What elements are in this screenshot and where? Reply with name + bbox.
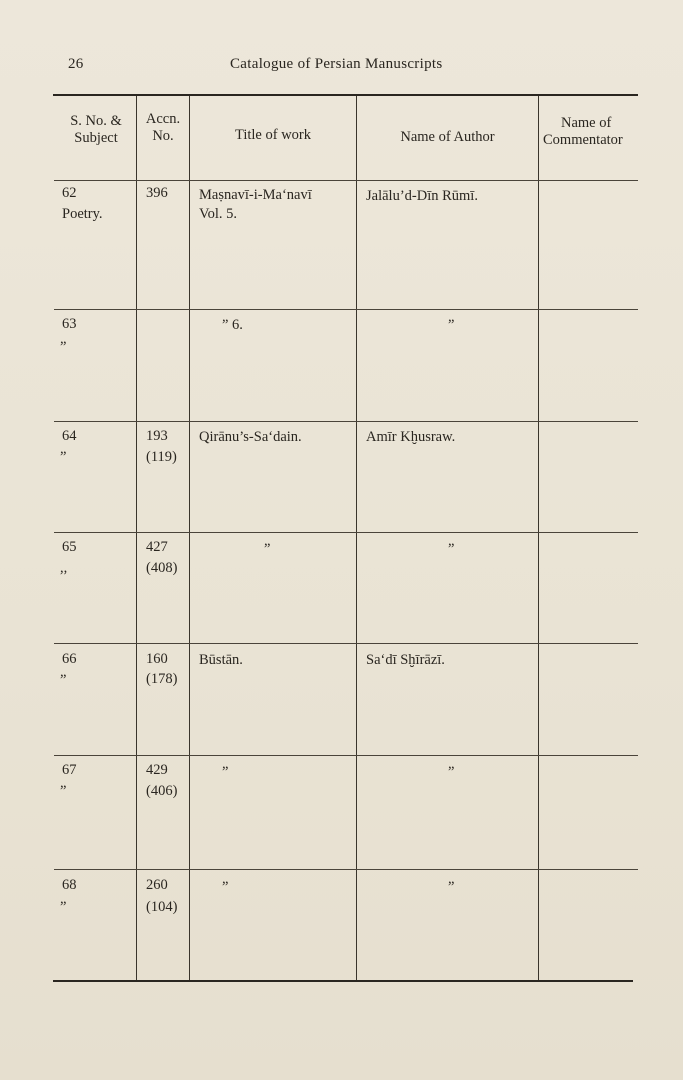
cell-title: Maṣnavī-i-Ma‘navī xyxy=(199,187,312,203)
column-divider xyxy=(136,96,137,980)
row-separator xyxy=(54,309,638,310)
cell-sno: 68 xyxy=(62,877,77,893)
cell-subject: ” xyxy=(60,899,67,915)
row-separator xyxy=(54,755,638,756)
cell-author: ” xyxy=(448,541,455,557)
cell-title: ” xyxy=(264,541,271,557)
header-name-of-commentator: Name of Commentator xyxy=(543,115,623,148)
cell-title: ” xyxy=(222,879,229,895)
page-number: 26 xyxy=(68,56,84,72)
cell-accn-old: (119) xyxy=(146,449,177,465)
cell-sno: 63 xyxy=(62,316,77,332)
cell-subject: Poetry. xyxy=(62,206,103,222)
column-divider xyxy=(538,96,539,980)
running-title: Catalogue of Persian Manuscripts xyxy=(230,56,443,72)
cell-author: ” xyxy=(448,317,455,333)
cell-author: Jalālu’d-Dīn Rūmī. xyxy=(366,188,478,204)
cell-author: Sa‘dī Sḫīrāzī. xyxy=(366,652,445,668)
cell-title: ” xyxy=(222,764,229,780)
cell-accn: 427 xyxy=(146,539,168,555)
row-separator xyxy=(54,421,638,422)
row-separator xyxy=(54,643,638,644)
row-separator xyxy=(54,180,638,181)
row-separator xyxy=(54,869,638,870)
cell-accn: 260 xyxy=(146,877,168,893)
row-separator xyxy=(54,532,638,533)
cell-author: Amīr Kḫusraw. xyxy=(366,429,456,445)
cell-subject: ,, xyxy=(60,560,68,576)
cell-accn: 429 xyxy=(146,762,168,778)
cell-sno: 66 xyxy=(62,651,77,667)
header-name-of-author: Name of Author xyxy=(400,129,495,145)
cell-accn: 193 xyxy=(146,428,168,444)
cell-accn: 396 xyxy=(146,185,168,201)
header-accn-no: Accn. No. xyxy=(145,111,181,144)
cell-subject: ” xyxy=(60,672,67,688)
cell-subject: ” xyxy=(60,449,67,465)
cell-author: ” xyxy=(448,764,455,780)
cell-title-line2: Vol. 5. xyxy=(199,206,238,222)
cell-sno: 62 xyxy=(62,185,77,201)
column-divider xyxy=(356,96,357,980)
cell-sno: 64 xyxy=(62,428,77,444)
cell-accn-old: (178) xyxy=(146,671,178,687)
cell-sno: 67 xyxy=(62,762,77,778)
cell-accn-old: (406) xyxy=(146,783,178,799)
header-sno-subject: S. No. & Subject xyxy=(70,113,122,146)
cell-subject: ” xyxy=(60,783,67,799)
cell-title: ” 6. xyxy=(222,317,243,333)
cell-sno: 65 xyxy=(62,539,77,555)
cell-title: Būstān. xyxy=(199,652,243,668)
table-top-rule xyxy=(53,94,638,96)
column-divider xyxy=(189,96,190,980)
cell-accn-old: (408) xyxy=(146,560,178,576)
cell-accn-old: (104) xyxy=(146,899,178,915)
header-title-of-work: Title of work xyxy=(235,127,311,143)
cell-subject: ” xyxy=(60,339,67,355)
table-bottom-rule xyxy=(53,980,633,982)
cell-accn: 160 xyxy=(146,651,168,667)
cell-title: Qirānu’s-Sa‘dain. xyxy=(199,429,302,445)
cell-author: ” xyxy=(448,879,455,895)
